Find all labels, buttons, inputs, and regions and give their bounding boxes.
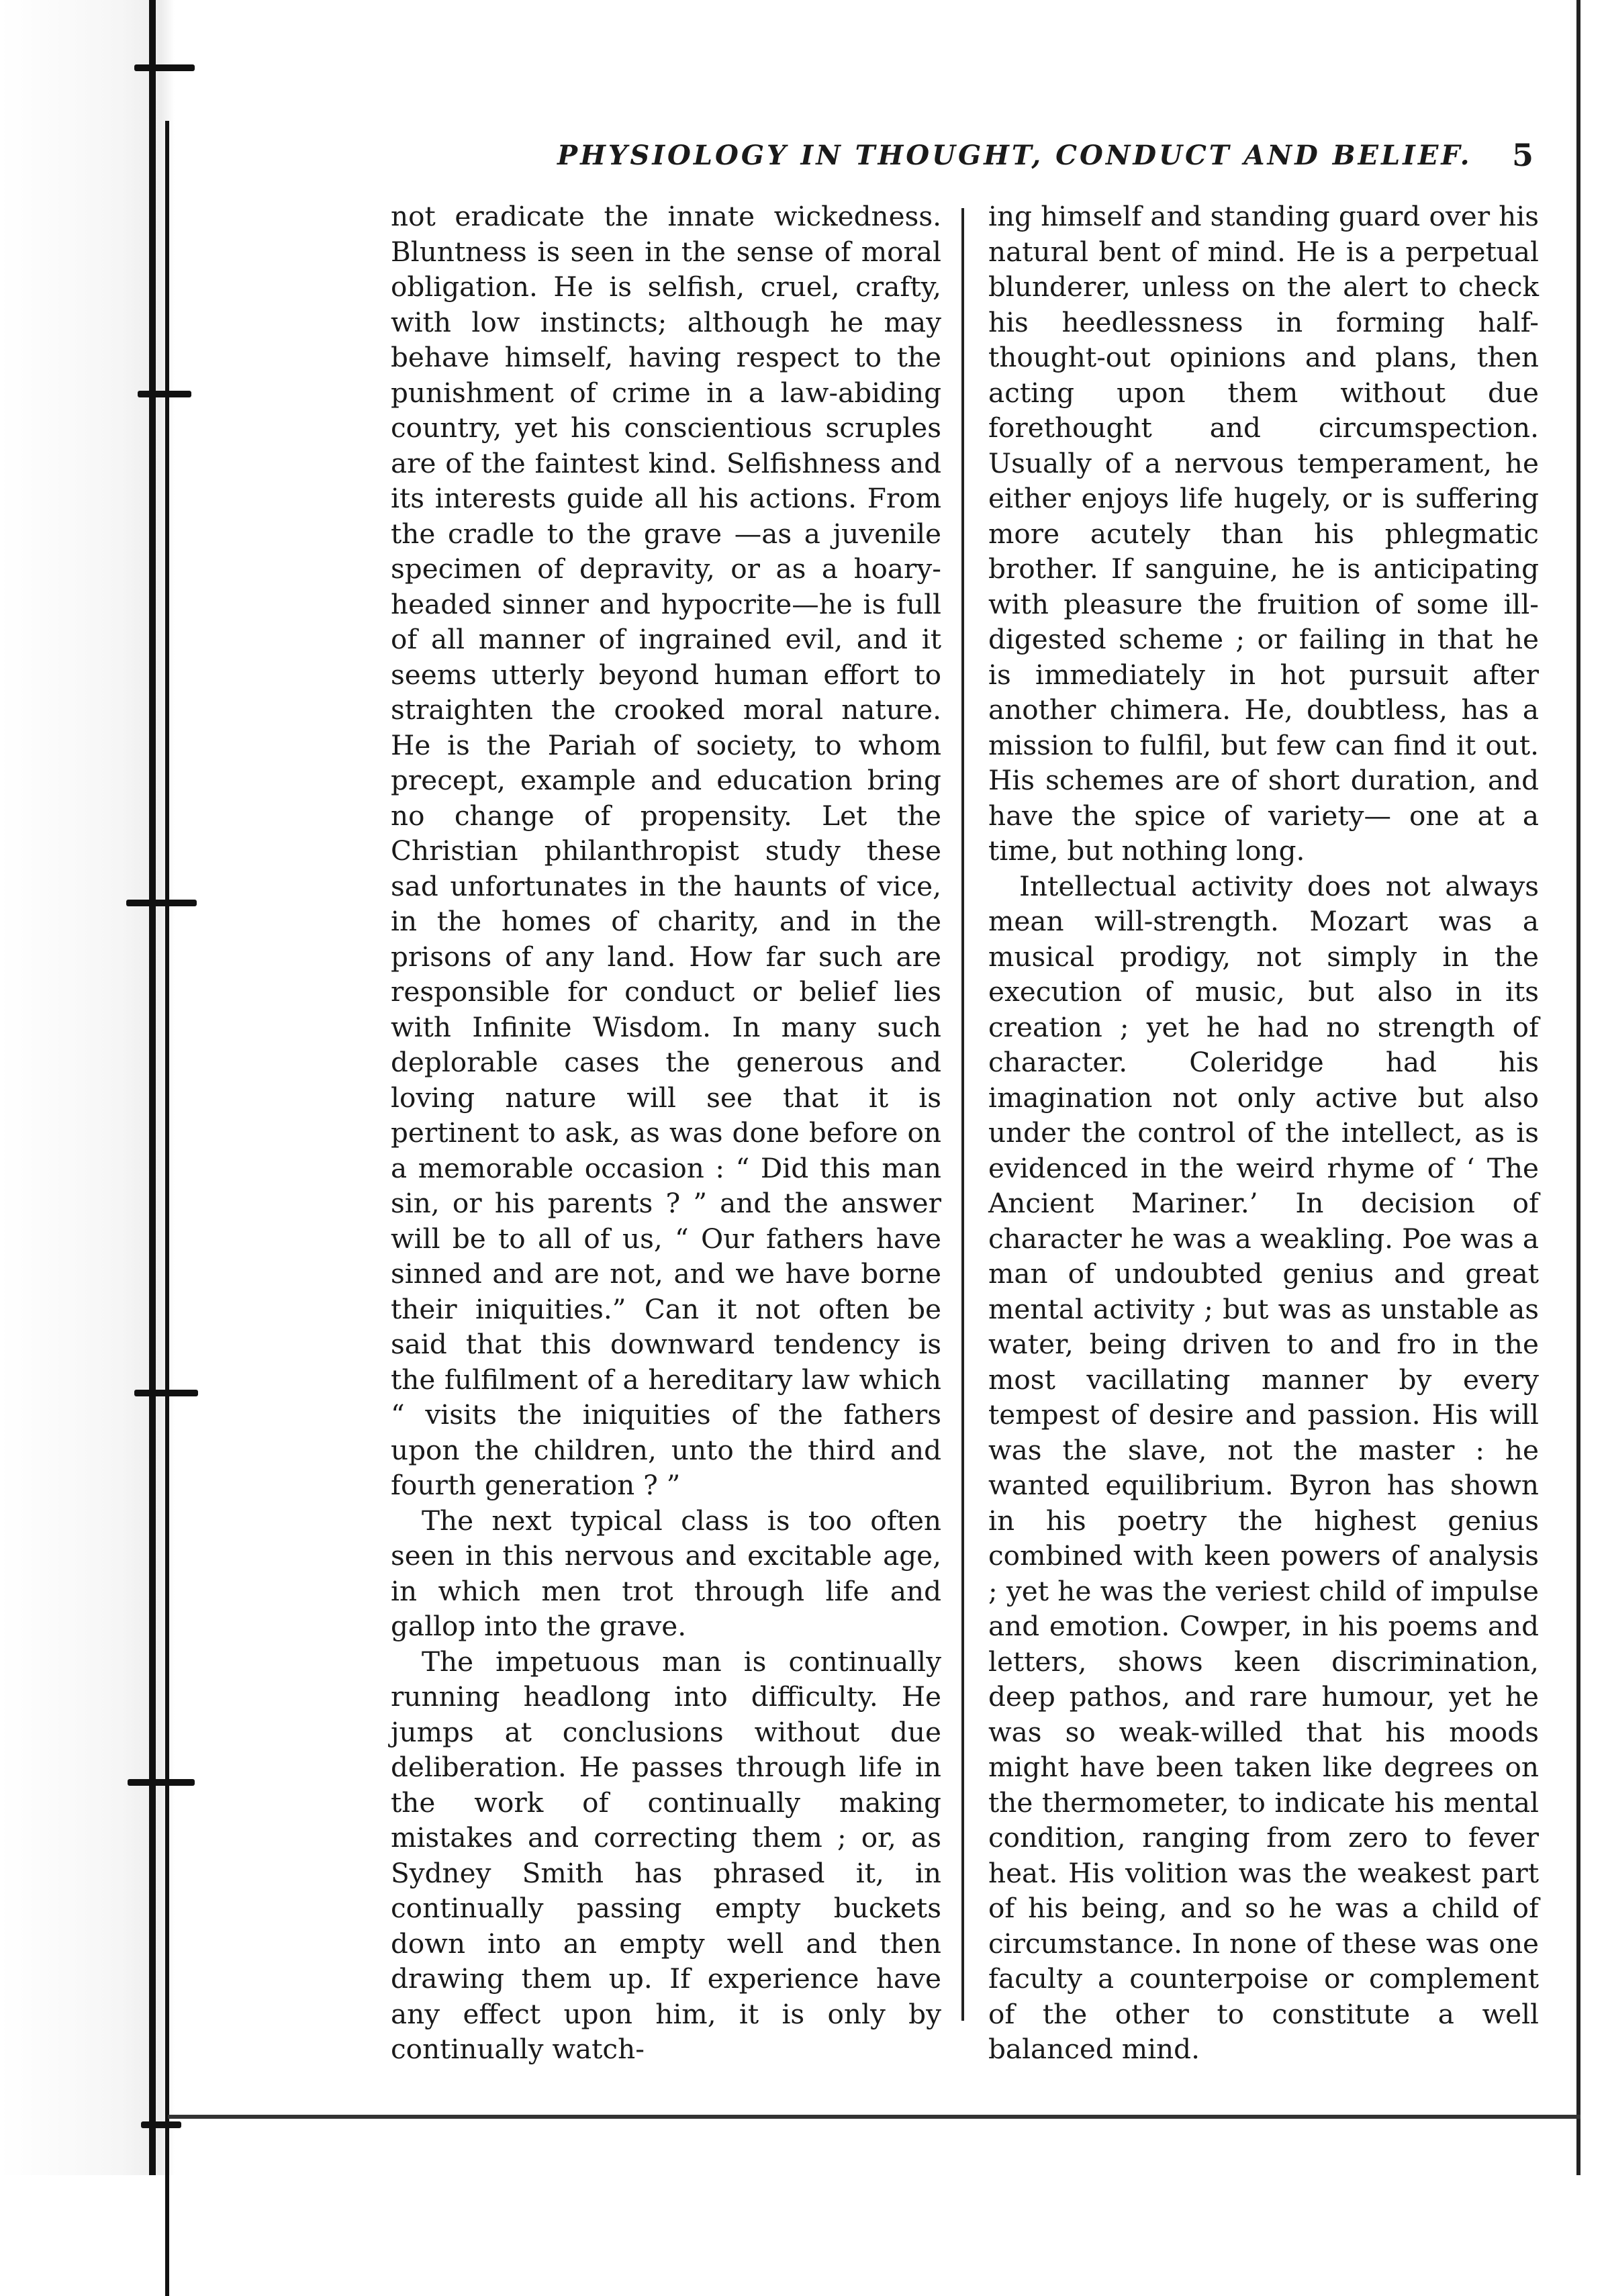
paragraph: Intellectual activity does not always mean will-strength. Mozart was a musical prodigy, not simply in the execution of music, but also in its creation ; yet he had no strength of character. Coleridge had his imagination not only active but also under the control of the intellect, as is evidenced in the weird rhyme of ‘ The Ancient Mariner.’ In decision of character he was a weakling. Poe was a man of undoubted genius and great mental activity ; but was as unstable as water, being driven to and fro in the most vacillating manner by every tempest of desire and passion. His will was the slave, not the master : he wanted equilibrium. Byron has shown in his poetry the highest genius combined with keen powers of analysis ; yet he was the veriest child of impulse and emotion. Cowper, in his poems and letters, shows keen discrimination, deep pathos, and rare humour, yet he was so weak-willed that his moods might have been taken like degrees on the thermometer, to indicate his mental condition, ranging from zero to fever heat. His volition was the weakest part of his being, and so he was a child of circumstance. In none of these was one faculty a counterpoise or complement of the other to constitute a well balanced mind. xyxy=(988,869,1539,2065)
paragraph: ing himself and standing guard over his natural bent of mind. He is a perpetual blunderer, unless on the alert to check his heedlessness in forming half-thought-out opinions and plans, then acting upon them without due forethought and circumspection. Usually of a nervous temperament, he either enjoys life hugely, or is suffering more acutely than his phlegmatic brother. If sanguine, he is anticipating with pleasure the fruition of some ill-digested scheme ; or failing in that he is immediately in hot pursuit after another chimera. He, doubtless, has a mission to fulfil, but few can find it out. His schemes are of short duration, and have the spice of variety— one at a time, but nothing long. xyxy=(988,200,1539,867)
binding-tick-mark xyxy=(141,2121,181,2128)
binding-edge-line xyxy=(165,121,169,2296)
binding-tick-mark xyxy=(126,900,197,906)
page-bottom-edge xyxy=(168,2115,1580,2119)
column-divider xyxy=(961,208,964,2021)
page-number: 5 xyxy=(1512,137,1534,173)
page-right-edge xyxy=(1576,0,1580,2175)
running-title: PHYSIOLOGY IN THOUGHT, CONDUCT AND BELIEF. xyxy=(557,140,1472,171)
paragraph: The next typical class is too often seen in this nervous and excitable age, in which men trot through life and gallop into the grave. xyxy=(391,1504,941,1642)
binding-tick-mark xyxy=(134,64,195,71)
left-text-column xyxy=(391,199,941,2067)
book-binding-gutter xyxy=(0,0,175,2175)
paragraph: not eradicate the innate wickedness. Bluntness is seen in the sense of moral obligation. He is selfish, cruel, crafty, with low instincts; although he may behave himself, having respect to the punishment of crime in a law-abiding country, yet his conscientious scruples are of the faintest kind. Selfishness and its interests guide all his actions. From the cradle to the grave —as a juvenile specimen of depravity, or as a hoary-headed sinner and hypocrite—he is full of all manner of ingrained evil, and it seems utterly beyond human effort to straighten the crooked moral nature. He is the Pariah of society, to whom precept, example and education bring no change of propensity. Let the Christian philanthropist study these sad unfortunates in the haunts of vice, in the homes of charity, and in the prisons of any land. How far such are responsible for conduct or belief lies with Infinite Wisdom. In many such deplorable cases the generous and loving nature will see that it is pertinent to ask, as was done before on a memorable occasion : “ Did this man sin, or his parents ? ” and the answer will be to all of us, “ Our fathers have sinned and are not, and we have borne their iniquities.” Can it not often be said that this downward tendency is the fulfilment of a hereditary law which “ visits the iniquities of the fathers upon the children, unto the third and fourth generation ? ” xyxy=(391,200,941,1501)
binding-tick-mark xyxy=(138,391,191,397)
binding-edge-line xyxy=(149,0,156,2175)
paragraph: The impetuous man is continually running headlong into difficulty. He jumps at conclusions without due deliberation. He passes through life in the work of continually making mistakes and correcting them ; or, as Sydney Smith has phrased it, in continually passing empty buckets down into an empty well and then drawing them up. If experience have any effect upon him, it is only by continually watch- xyxy=(391,1645,941,2065)
right-text-column xyxy=(988,199,1539,2067)
binding-tick-mark xyxy=(128,1779,195,1786)
binding-tick-mark xyxy=(134,1390,198,1396)
